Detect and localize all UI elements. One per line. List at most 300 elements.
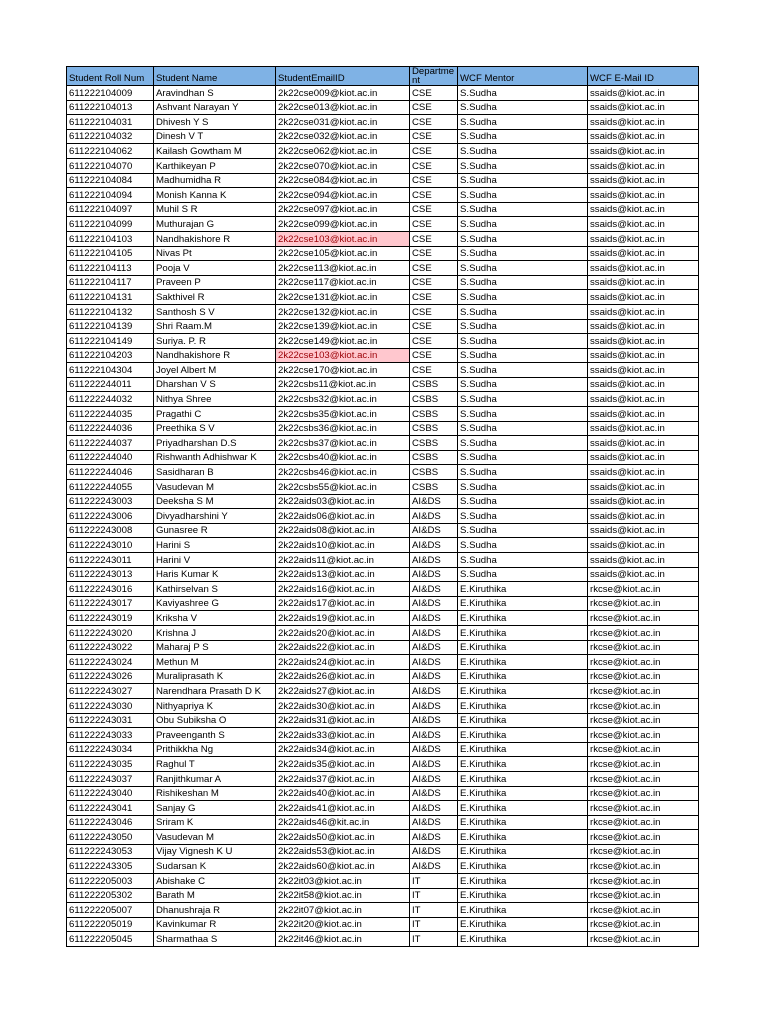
roll-num-cell[interactable]: 611222243305: [67, 859, 154, 874]
student-name-cell[interactable]: Barath M: [154, 888, 276, 903]
student-email-cell[interactable]: 2k22aids24@kiot.ac.in: [276, 655, 410, 670]
student-email-cell[interactable]: 2k22aids40@kiot.ac.in: [276, 786, 410, 801]
student-email-cell[interactable]: 2k22cse013@kiot.ac.in: [276, 100, 410, 115]
student-email-cell[interactable]: 2k22cse149@kiot.ac.in: [276, 334, 410, 349]
student-email-cell[interactable]: 2k22csbs32@kiot.ac.in: [276, 392, 410, 407]
department-cell[interactable]: CSE: [410, 86, 458, 101]
student-email-cell[interactable]: 2k22aids30@kiot.ac.in: [276, 698, 410, 713]
roll-num-cell[interactable]: 611222243011: [67, 553, 154, 568]
wcf-mentor-cell[interactable]: S.Sudha: [458, 217, 588, 232]
roll-num-cell[interactable]: 611222104304: [67, 363, 154, 378]
student-name-cell[interactable]: Sudarsan K: [154, 859, 276, 874]
wcf-email-cell[interactable]: ssaids@kiot.ac.in: [588, 246, 699, 261]
roll-num-cell[interactable]: 611222205003: [67, 874, 154, 889]
department-cell[interactable]: CSE: [410, 348, 458, 363]
roll-num-cell[interactable]: 611222243013: [67, 567, 154, 582]
roll-num-cell[interactable]: 611222243019: [67, 611, 154, 626]
wcf-mentor-cell[interactable]: S.Sudha: [458, 480, 588, 495]
wcf-email-cell[interactable]: ssaids@kiot.ac.in: [588, 173, 699, 188]
department-cell[interactable]: CSBS: [410, 436, 458, 451]
header-wcf-email[interactable]: WCF E-Mail ID: [588, 67, 699, 86]
wcf-mentor-cell[interactable]: S.Sudha: [458, 246, 588, 261]
department-cell[interactable]: CSE: [410, 304, 458, 319]
department-cell[interactable]: AI&DS: [410, 713, 458, 728]
student-email-cell[interactable]: 2k22csbs40@kiot.ac.in: [276, 450, 410, 465]
wcf-mentor-cell[interactable]: S.Sudha: [458, 188, 588, 203]
student-email-cell[interactable]: 2k22it20@kiot.ac.in: [276, 917, 410, 932]
wcf-mentor-cell[interactable]: E.Kiruthika: [458, 801, 588, 816]
roll-num-cell[interactable]: 611222104099: [67, 217, 154, 232]
student-email-cell[interactable]: 2k22csbs55@kiot.ac.in: [276, 480, 410, 495]
wcf-mentor-cell[interactable]: E.Kiruthika: [458, 757, 588, 772]
department-cell[interactable]: AI&DS: [410, 830, 458, 845]
wcf-mentor-cell[interactable]: S.Sudha: [458, 86, 588, 101]
department-cell[interactable]: AI&DS: [410, 698, 458, 713]
roll-num-cell[interactable]: 611222205045: [67, 932, 154, 947]
department-cell[interactable]: IT: [410, 903, 458, 918]
student-email-cell[interactable]: 2k22aids13@kiot.ac.in: [276, 567, 410, 582]
wcf-mentor-cell[interactable]: S.Sudha: [458, 377, 588, 392]
wcf-email-cell[interactable]: rkcse@kiot.ac.in: [588, 801, 699, 816]
department-cell[interactable]: AI&DS: [410, 553, 458, 568]
roll-num-cell[interactable]: 611222243006: [67, 509, 154, 524]
wcf-email-cell[interactable]: ssaids@kiot.ac.in: [588, 553, 699, 568]
student-email-cell[interactable]: 2k22csbs36@kiot.ac.in: [276, 421, 410, 436]
wcf-mentor-cell[interactable]: S.Sudha: [458, 509, 588, 524]
wcf-email-cell[interactable]: rkcse@kiot.ac.in: [588, 669, 699, 684]
student-name-cell[interactable]: Muraliprasath K: [154, 669, 276, 684]
wcf-email-cell[interactable]: ssaids@kiot.ac.in: [588, 261, 699, 276]
wcf-email-cell[interactable]: ssaids@kiot.ac.in: [588, 494, 699, 509]
wcf-mentor-cell[interactable]: E.Kiruthika: [458, 859, 588, 874]
student-email-cell[interactable]: 2k22aids27@kiot.ac.in: [276, 684, 410, 699]
student-email-cell[interactable]: 2k22cse062@kiot.ac.in: [276, 144, 410, 159]
student-email-cell[interactable]: 2k22aids08@kiot.ac.in: [276, 523, 410, 538]
wcf-email-cell[interactable]: ssaids@kiot.ac.in: [588, 348, 699, 363]
roll-num-cell[interactable]: 611222243040: [67, 786, 154, 801]
roll-num-cell[interactable]: 611222243022: [67, 640, 154, 655]
roll-num-cell[interactable]: 611222244046: [67, 465, 154, 480]
student-email-cell[interactable]: 2k22cse094@kiot.ac.in: [276, 188, 410, 203]
student-email-cell[interactable]: 2k22cse131@kiot.ac.in: [276, 290, 410, 305]
department-cell[interactable]: CSE: [410, 217, 458, 232]
department-cell[interactable]: AI&DS: [410, 523, 458, 538]
wcf-mentor-cell[interactable]: S.Sudha: [458, 494, 588, 509]
wcf-mentor-cell[interactable]: S.Sudha: [458, 363, 588, 378]
department-cell[interactable]: CSE: [410, 115, 458, 130]
wcf-email-cell[interactable]: ssaids@kiot.ac.in: [588, 465, 699, 480]
header-roll-num[interactable]: Student Roll Num: [67, 67, 154, 86]
student-email-cell[interactable]: 2k22it46@kiot.ac.in: [276, 932, 410, 947]
student-name-cell[interactable]: Dhivesh Y S: [154, 115, 276, 130]
student-name-cell[interactable]: Nithyapriya K: [154, 698, 276, 713]
roll-num-cell[interactable]: 611222243033: [67, 728, 154, 743]
student-email-cell[interactable]: 2k22cse070@kiot.ac.in: [276, 158, 410, 173]
student-email-cell[interactable]: 2k22cse105@kiot.ac.in: [276, 246, 410, 261]
department-cell[interactable]: AI&DS: [410, 640, 458, 655]
wcf-email-cell[interactable]: ssaids@kiot.ac.in: [588, 319, 699, 334]
wcf-mentor-cell[interactable]: S.Sudha: [458, 231, 588, 246]
student-email-cell[interactable]: 2k22it07@kiot.ac.in: [276, 903, 410, 918]
student-email-cell[interactable]: 2k22aids22@kiot.ac.in: [276, 640, 410, 655]
wcf-mentor-cell[interactable]: E.Kiruthika: [458, 903, 588, 918]
roll-num-cell[interactable]: 611222205019: [67, 917, 154, 932]
roll-num-cell[interactable]: 611222104203: [67, 348, 154, 363]
roll-num-cell[interactable]: 611222243003: [67, 494, 154, 509]
roll-num-cell[interactable]: 611222243016: [67, 582, 154, 597]
roll-num-cell[interactable]: 611222104113: [67, 261, 154, 276]
roll-num-cell[interactable]: 611222243017: [67, 596, 154, 611]
wcf-mentor-cell[interactable]: E.Kiruthika: [458, 640, 588, 655]
department-cell[interactable]: AI&DS: [410, 509, 458, 524]
department-cell[interactable]: CSE: [410, 202, 458, 217]
student-name-cell[interactable]: Ashvant Narayan Y: [154, 100, 276, 115]
student-email-cell[interactable]: 2k22csbs35@kiot.ac.in: [276, 407, 410, 422]
student-name-cell[interactable]: Nivas Pt: [154, 246, 276, 261]
department-cell[interactable]: CSBS: [410, 465, 458, 480]
student-name-cell[interactable]: Ranjithkumar A: [154, 771, 276, 786]
department-cell[interactable]: CSE: [410, 261, 458, 276]
student-name-cell[interactable]: Pooja V: [154, 261, 276, 276]
header-student-name[interactable]: Student Name: [154, 67, 276, 86]
wcf-mentor-cell[interactable]: S.Sudha: [458, 275, 588, 290]
wcf-email-cell[interactable]: ssaids@kiot.ac.in: [588, 115, 699, 130]
wcf-mentor-cell[interactable]: S.Sudha: [458, 348, 588, 363]
header-wcf-mentor[interactable]: WCF Mentor: [458, 67, 588, 86]
wcf-mentor-cell[interactable]: S.Sudha: [458, 407, 588, 422]
wcf-mentor-cell[interactable]: S.Sudha: [458, 304, 588, 319]
wcf-email-cell[interactable]: rkcse@kiot.ac.in: [588, 684, 699, 699]
roll-num-cell[interactable]: 611222244032: [67, 392, 154, 407]
wcf-mentor-cell[interactable]: E.Kiruthika: [458, 669, 588, 684]
wcf-email-cell[interactable]: ssaids@kiot.ac.in: [588, 523, 699, 538]
wcf-mentor-cell[interactable]: E.Kiruthika: [458, 728, 588, 743]
student-email-cell[interactable]: 2k22cse009@kiot.ac.in: [276, 86, 410, 101]
wcf-email-cell[interactable]: rkcse@kiot.ac.in: [588, 830, 699, 845]
wcf-email-cell[interactable]: ssaids@kiot.ac.in: [588, 450, 699, 465]
student-name-cell[interactable]: Suriya. P. R: [154, 334, 276, 349]
roll-num-cell[interactable]: 611222104031: [67, 115, 154, 130]
student-name-cell[interactable]: Muhil S R: [154, 202, 276, 217]
wcf-email-cell[interactable]: ssaids@kiot.ac.in: [588, 144, 699, 159]
roll-num-cell[interactable]: 611222104062: [67, 144, 154, 159]
roll-num-cell[interactable]: 611222104032: [67, 129, 154, 144]
wcf-mentor-cell[interactable]: S.Sudha: [458, 334, 588, 349]
wcf-email-cell[interactable]: ssaids@kiot.ac.in: [588, 231, 699, 246]
roll-num-cell[interactable]: 611222244037: [67, 436, 154, 451]
student-name-cell[interactable]: Sanjay G: [154, 801, 276, 816]
department-cell[interactable]: CSE: [410, 275, 458, 290]
wcf-email-cell[interactable]: ssaids@kiot.ac.in: [588, 275, 699, 290]
wcf-email-cell[interactable]: ssaids@kiot.ac.in: [588, 363, 699, 378]
student-email-cell[interactable]: 2k22cse099@kiot.ac.in: [276, 217, 410, 232]
department-cell[interactable]: AI&DS: [410, 625, 458, 640]
student-name-cell[interactable]: Harini V: [154, 553, 276, 568]
student-email-cell[interactable]: 2k22aids06@kiot.ac.in: [276, 509, 410, 524]
wcf-email-cell[interactable]: ssaids@kiot.ac.in: [588, 202, 699, 217]
student-email-cell[interactable]: 2k22cse113@kiot.ac.in: [276, 261, 410, 276]
wcf-email-cell[interactable]: rkcse@kiot.ac.in: [588, 844, 699, 859]
roll-num-cell[interactable]: 611222243030: [67, 698, 154, 713]
wcf-email-cell[interactable]: ssaids@kiot.ac.in: [588, 392, 699, 407]
student-email-cell[interactable]: 2k22aids60@kiot.ac.in: [276, 859, 410, 874]
student-email-cell[interactable]: 2k22csbs11@kiot.ac.in: [276, 377, 410, 392]
student-email-cell[interactable]: 2k22cse170@kiot.ac.in: [276, 363, 410, 378]
wcf-mentor-cell[interactable]: S.Sudha: [458, 567, 588, 582]
department-cell[interactable]: CSE: [410, 231, 458, 246]
student-email-cell[interactable]: 2k22cse097@kiot.ac.in: [276, 202, 410, 217]
wcf-mentor-cell[interactable]: E.Kiruthika: [458, 742, 588, 757]
wcf-email-cell[interactable]: ssaids@kiot.ac.in: [588, 567, 699, 582]
wcf-mentor-cell[interactable]: S.Sudha: [458, 450, 588, 465]
student-email-cell[interactable]: 2k22it03@kiot.ac.in: [276, 874, 410, 889]
department-cell[interactable]: IT: [410, 932, 458, 947]
wcf-mentor-cell[interactable]: E.Kiruthika: [458, 830, 588, 845]
department-cell[interactable]: CSE: [410, 144, 458, 159]
department-cell[interactable]: CSBS: [410, 377, 458, 392]
wcf-email-cell[interactable]: rkcse@kiot.ac.in: [588, 757, 699, 772]
wcf-email-cell[interactable]: rkcse@kiot.ac.in: [588, 874, 699, 889]
wcf-mentor-cell[interactable]: S.Sudha: [458, 523, 588, 538]
department-cell[interactable]: IT: [410, 888, 458, 903]
student-email-cell[interactable]: 2k22aids33@kiot.ac.in: [276, 728, 410, 743]
student-name-cell[interactable]: Vasudevan M: [154, 830, 276, 845]
department-cell[interactable]: CSE: [410, 246, 458, 261]
roll-num-cell[interactable]: 611222104103: [67, 231, 154, 246]
wcf-mentor-cell[interactable]: E.Kiruthika: [458, 611, 588, 626]
wcf-email-cell[interactable]: ssaids@kiot.ac.in: [588, 188, 699, 203]
wcf-mentor-cell[interactable]: E.Kiruthika: [458, 625, 588, 640]
department-cell[interactable]: CSBS: [410, 450, 458, 465]
wcf-email-cell[interactable]: rkcse@kiot.ac.in: [588, 655, 699, 670]
roll-num-cell[interactable]: 611222205007: [67, 903, 154, 918]
student-name-cell[interactable]: Narendhara Prasath D K: [154, 684, 276, 699]
student-email-cell[interactable]: 2k22cse032@kiot.ac.in: [276, 129, 410, 144]
roll-num-cell[interactable]: 611222244040: [67, 450, 154, 465]
wcf-mentor-cell[interactable]: S.Sudha: [458, 129, 588, 144]
student-email-cell[interactable]: 2k22cse139@kiot.ac.in: [276, 319, 410, 334]
student-email-cell[interactable]: 2k22aids50@kiot.ac.in: [276, 830, 410, 845]
roll-num-cell[interactable]: 611222243034: [67, 742, 154, 757]
wcf-email-cell[interactable]: rkcse@kiot.ac.in: [588, 742, 699, 757]
wcf-email-cell[interactable]: ssaids@kiot.ac.in: [588, 377, 699, 392]
department-cell[interactable]: AI&DS: [410, 742, 458, 757]
student-email-cell[interactable]: 2k22cse084@kiot.ac.in: [276, 173, 410, 188]
wcf-email-cell[interactable]: ssaids@kiot.ac.in: [588, 509, 699, 524]
wcf-mentor-cell[interactable]: E.Kiruthika: [458, 932, 588, 947]
wcf-email-cell[interactable]: ssaids@kiot.ac.in: [588, 480, 699, 495]
department-cell[interactable]: AI&DS: [410, 669, 458, 684]
student-name-cell[interactable]: Kriksha V: [154, 611, 276, 626]
student-email-cell[interactable]: 2k22cse117@kiot.ac.in: [276, 275, 410, 290]
wcf-mentor-cell[interactable]: S.Sudha: [458, 158, 588, 173]
student-name-cell[interactable]: Obu Subiksha O: [154, 713, 276, 728]
roll-num-cell[interactable]: 611222104097: [67, 202, 154, 217]
wcf-email-cell[interactable]: ssaids@kiot.ac.in: [588, 304, 699, 319]
student-name-cell[interactable]: Raghul T: [154, 757, 276, 772]
wcf-mentor-cell[interactable]: E.Kiruthika: [458, 582, 588, 597]
wcf-mentor-cell[interactable]: S.Sudha: [458, 465, 588, 480]
wcf-mentor-cell[interactable]: E.Kiruthika: [458, 888, 588, 903]
roll-num-cell[interactable]: 611222244035: [67, 407, 154, 422]
department-cell[interactable]: AI&DS: [410, 655, 458, 670]
wcf-email-cell[interactable]: ssaids@kiot.ac.in: [588, 421, 699, 436]
department-cell[interactable]: CSE: [410, 334, 458, 349]
roll-num-cell[interactable]: 611222104084: [67, 173, 154, 188]
student-name-cell[interactable]: Sakthivel R: [154, 290, 276, 305]
wcf-email-cell[interactable]: rkcse@kiot.ac.in: [588, 815, 699, 830]
wcf-email-cell[interactable]: ssaids@kiot.ac.in: [588, 86, 699, 101]
student-email-cell[interactable]: 2k22aids31@kiot.ac.in: [276, 713, 410, 728]
student-name-cell[interactable]: Kaviyashree G: [154, 596, 276, 611]
student-name-cell[interactable]: Monish Kanna K: [154, 188, 276, 203]
student-name-cell[interactable]: Dharshan V S: [154, 377, 276, 392]
wcf-email-cell[interactable]: rkcse@kiot.ac.in: [588, 771, 699, 786]
wcf-mentor-cell[interactable]: E.Kiruthika: [458, 786, 588, 801]
roll-num-cell[interactable]: 611222243024: [67, 655, 154, 670]
wcf-mentor-cell[interactable]: S.Sudha: [458, 392, 588, 407]
roll-num-cell[interactable]: 611222104139: [67, 319, 154, 334]
department-cell[interactable]: AI&DS: [410, 771, 458, 786]
roll-num-cell[interactable]: 611222104105: [67, 246, 154, 261]
wcf-email-cell[interactable]: ssaids@kiot.ac.in: [588, 158, 699, 173]
roll-num-cell[interactable]: 611222104094: [67, 188, 154, 203]
wcf-mentor-cell[interactable]: E.Kiruthika: [458, 596, 588, 611]
student-name-cell[interactable]: Sriram K: [154, 815, 276, 830]
wcf-email-cell[interactable]: rkcse@kiot.ac.in: [588, 728, 699, 743]
wcf-mentor-cell[interactable]: S.Sudha: [458, 115, 588, 130]
department-cell[interactable]: IT: [410, 917, 458, 932]
wcf-email-cell[interactable]: rkcse@kiot.ac.in: [588, 859, 699, 874]
department-cell[interactable]: AI&DS: [410, 801, 458, 816]
wcf-email-cell[interactable]: rkcse@kiot.ac.in: [588, 888, 699, 903]
wcf-mentor-cell[interactable]: E.Kiruthika: [458, 655, 588, 670]
wcf-mentor-cell[interactable]: S.Sudha: [458, 436, 588, 451]
student-name-cell[interactable]: Praveen P: [154, 275, 276, 290]
wcf-email-cell[interactable]: ssaids@kiot.ac.in: [588, 217, 699, 232]
student-email-cell[interactable]: 2k22aids17@kiot.ac.in: [276, 596, 410, 611]
student-email-cell[interactable]: 2k22cse103@kiot.ac.in: [276, 231, 410, 246]
student-name-cell[interactable]: Krishna J: [154, 625, 276, 640]
student-name-cell[interactable]: Preethika S V: [154, 421, 276, 436]
wcf-mentor-cell[interactable]: S.Sudha: [458, 290, 588, 305]
student-name-cell[interactable]: Joyel Albert M: [154, 363, 276, 378]
student-email-cell[interactable]: 2k22cse103@kiot.ac.in: [276, 348, 410, 363]
student-name-cell[interactable]: Kavinkumar R: [154, 917, 276, 932]
department-cell[interactable]: AI&DS: [410, 757, 458, 772]
wcf-email-cell[interactable]: rkcse@kiot.ac.in: [588, 596, 699, 611]
wcf-email-cell[interactable]: rkcse@kiot.ac.in: [588, 582, 699, 597]
student-name-cell[interactable]: Dhanushraja R: [154, 903, 276, 918]
student-name-cell[interactable]: Priyadharshan D.S: [154, 436, 276, 451]
student-email-cell[interactable]: 2k22aids19@kiot.ac.in: [276, 611, 410, 626]
wcf-mentor-cell[interactable]: S.Sudha: [458, 173, 588, 188]
roll-num-cell[interactable]: 611222104070: [67, 158, 154, 173]
wcf-mentor-cell[interactable]: E.Kiruthika: [458, 713, 588, 728]
roll-num-cell[interactable]: 611222243050: [67, 830, 154, 845]
roll-num-cell[interactable]: 611222243026: [67, 669, 154, 684]
header-department[interactable]: Department: [410, 67, 458, 86]
wcf-email-cell[interactable]: rkcse@kiot.ac.in: [588, 932, 699, 947]
wcf-email-cell[interactable]: rkcse@kiot.ac.in: [588, 903, 699, 918]
department-cell[interactable]: IT: [410, 874, 458, 889]
department-cell[interactable]: AI&DS: [410, 786, 458, 801]
wcf-mentor-cell[interactable]: S.Sudha: [458, 202, 588, 217]
student-email-cell[interactable]: 2k22aids20@kiot.ac.in: [276, 625, 410, 640]
student-email-cell[interactable]: 2k22aids11@kiot.ac.in: [276, 553, 410, 568]
student-name-cell[interactable]: Sharmathaa S: [154, 932, 276, 947]
student-name-cell[interactable]: Sasidharan B: [154, 465, 276, 480]
student-name-cell[interactable]: Shri Raam.M: [154, 319, 276, 334]
student-email-cell[interactable]: 2k22aids26@kiot.ac.in: [276, 669, 410, 684]
student-email-cell[interactable]: 2k22csbs37@kiot.ac.in: [276, 436, 410, 451]
wcf-mentor-cell[interactable]: S.Sudha: [458, 553, 588, 568]
wcf-email-cell[interactable]: ssaids@kiot.ac.in: [588, 100, 699, 115]
wcf-email-cell[interactable]: rkcse@kiot.ac.in: [588, 713, 699, 728]
department-cell[interactable]: CSE: [410, 188, 458, 203]
wcf-email-cell[interactable]: rkcse@kiot.ac.in: [588, 611, 699, 626]
student-email-cell[interactable]: 2k22aids03@kiot.ac.in: [276, 494, 410, 509]
student-email-cell[interactable]: 2k22aids16@kiot.ac.in: [276, 582, 410, 597]
student-email-cell[interactable]: 2k22aids37@kiot.ac.in: [276, 771, 410, 786]
student-name-cell[interactable]: Nithya Shree: [154, 392, 276, 407]
department-cell[interactable]: CSBS: [410, 407, 458, 422]
wcf-mentor-cell[interactable]: E.Kiruthika: [458, 684, 588, 699]
student-email-cell[interactable]: 2k22aids35@kiot.ac.in: [276, 757, 410, 772]
department-cell[interactable]: CSBS: [410, 392, 458, 407]
student-name-cell[interactable]: Gunasree R: [154, 523, 276, 538]
student-name-cell[interactable]: Haris Kumar K: [154, 567, 276, 582]
department-cell[interactable]: AI&DS: [410, 815, 458, 830]
wcf-mentor-cell[interactable]: S.Sudha: [458, 538, 588, 553]
student-email-cell[interactable]: 2k22aids34@kiot.ac.in: [276, 742, 410, 757]
wcf-email-cell[interactable]: rkcse@kiot.ac.in: [588, 625, 699, 640]
wcf-mentor-cell[interactable]: E.Kiruthika: [458, 874, 588, 889]
student-name-cell[interactable]: Abishake C: [154, 874, 276, 889]
student-name-cell[interactable]: Vasudevan M: [154, 480, 276, 495]
roll-num-cell[interactable]: 611222104013: [67, 100, 154, 115]
wcf-mentor-cell[interactable]: S.Sudha: [458, 100, 588, 115]
wcf-mentor-cell[interactable]: E.Kiruthika: [458, 815, 588, 830]
roll-num-cell[interactable]: 611222104009: [67, 86, 154, 101]
student-email-cell[interactable]: 2k22cse132@kiot.ac.in: [276, 304, 410, 319]
department-cell[interactable]: AI&DS: [410, 844, 458, 859]
department-cell[interactable]: AI&DS: [410, 859, 458, 874]
student-name-cell[interactable]: Deeksha S M: [154, 494, 276, 509]
student-name-cell[interactable]: Vijay Vignesh K U: [154, 844, 276, 859]
wcf-email-cell[interactable]: rkcse@kiot.ac.in: [588, 786, 699, 801]
wcf-mentor-cell[interactable]: S.Sudha: [458, 261, 588, 276]
roll-num-cell[interactable]: 611222244011: [67, 377, 154, 392]
student-name-cell[interactable]: Methun M: [154, 655, 276, 670]
wcf-email-cell[interactable]: ssaids@kiot.ac.in: [588, 538, 699, 553]
student-name-cell[interactable]: Rishikeshan M: [154, 786, 276, 801]
wcf-email-cell[interactable]: rkcse@kiot.ac.in: [588, 917, 699, 932]
department-cell[interactable]: AI&DS: [410, 684, 458, 699]
roll-num-cell[interactable]: 611222104131: [67, 290, 154, 305]
student-name-cell[interactable]: Praveenganth S: [154, 728, 276, 743]
wcf-mentor-cell[interactable]: E.Kiruthika: [458, 844, 588, 859]
wcf-mentor-cell[interactable]: E.Kiruthika: [458, 917, 588, 932]
student-name-cell[interactable]: Nandhakishore R: [154, 348, 276, 363]
student-name-cell[interactable]: Prithikkha Ng: [154, 742, 276, 757]
student-email-cell[interactable]: 2k22cse031@kiot.ac.in: [276, 115, 410, 130]
header-student-email[interactable]: StudentEmailID: [276, 67, 410, 86]
student-email-cell[interactable]: 2k22it58@kiot.ac.in: [276, 888, 410, 903]
student-name-cell[interactable]: Harini S: [154, 538, 276, 553]
wcf-email-cell[interactable]: ssaids@kiot.ac.in: [588, 407, 699, 422]
department-cell[interactable]: AI&DS: [410, 611, 458, 626]
